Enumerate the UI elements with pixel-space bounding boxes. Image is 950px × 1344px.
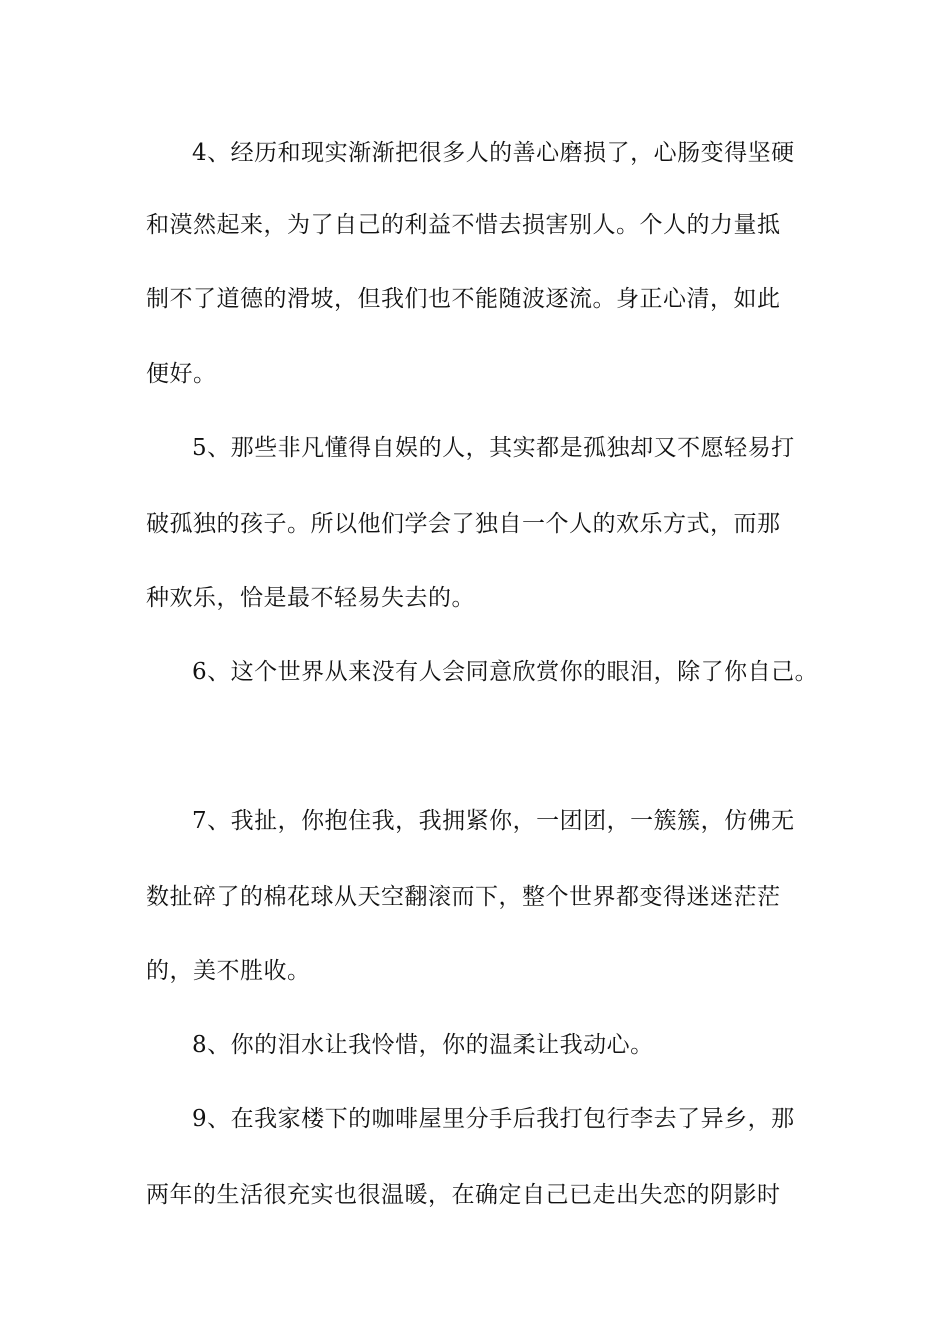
paragraph-5-line-3: 种欢乐，恰是最不轻易失去的。 <box>146 585 475 611</box>
paragraph-4-line-3: 制不了道德的滑坡，但我们也不能随波逐流。身正心清，如此 <box>146 286 781 312</box>
paragraph-7-line-2: 数扯碎了的棉花球从天空翻滚而下，整个世界都变得迷迷茫茫 <box>146 884 781 910</box>
paragraph-6-line-1: 6、这个世界从来没有人会同意欣赏你的眼泪，除了你自己。 <box>192 659 819 685</box>
paragraph-7-line-1: 7、我扯，你抱住我，我拥紧你，一团团，一簇簇，仿佛无 <box>192 808 795 834</box>
paragraph-9-line-2: 两年的生活很充实也很温暖，在确定自己已走出失恋的阴影时 <box>146 1182 781 1208</box>
paragraph-9-line-1: 9、在我家楼下的咖啡屋里分手后我打包行李去了异乡，那 <box>192 1106 795 1132</box>
paragraph-4-line-4: 便好。 <box>146 361 217 387</box>
paragraph-4-line-2: 和漠然起来，为了自己的利益不惜去损害别人。个人的力量抵 <box>146 212 781 238</box>
paragraph-7-line-3: 的，美不胜收。 <box>146 958 311 984</box>
paragraph-5-line-1: 5、那些非凡懂得自娱的人，其实都是孤独却又不愿轻易打 <box>192 435 795 461</box>
paragraph-4-line-1: 4、经历和现实渐渐把很多人的善心磨损了，心肠变得坚硬 <box>192 140 795 166</box>
paragraph-5-line-2: 破孤独的孩子。所以他们学会了独自一个人的欢乐方式，而那 <box>146 511 781 537</box>
paragraph-8-line-1: 8、你的泪水让我怜惜，你的温柔让我动心。 <box>192 1032 654 1058</box>
